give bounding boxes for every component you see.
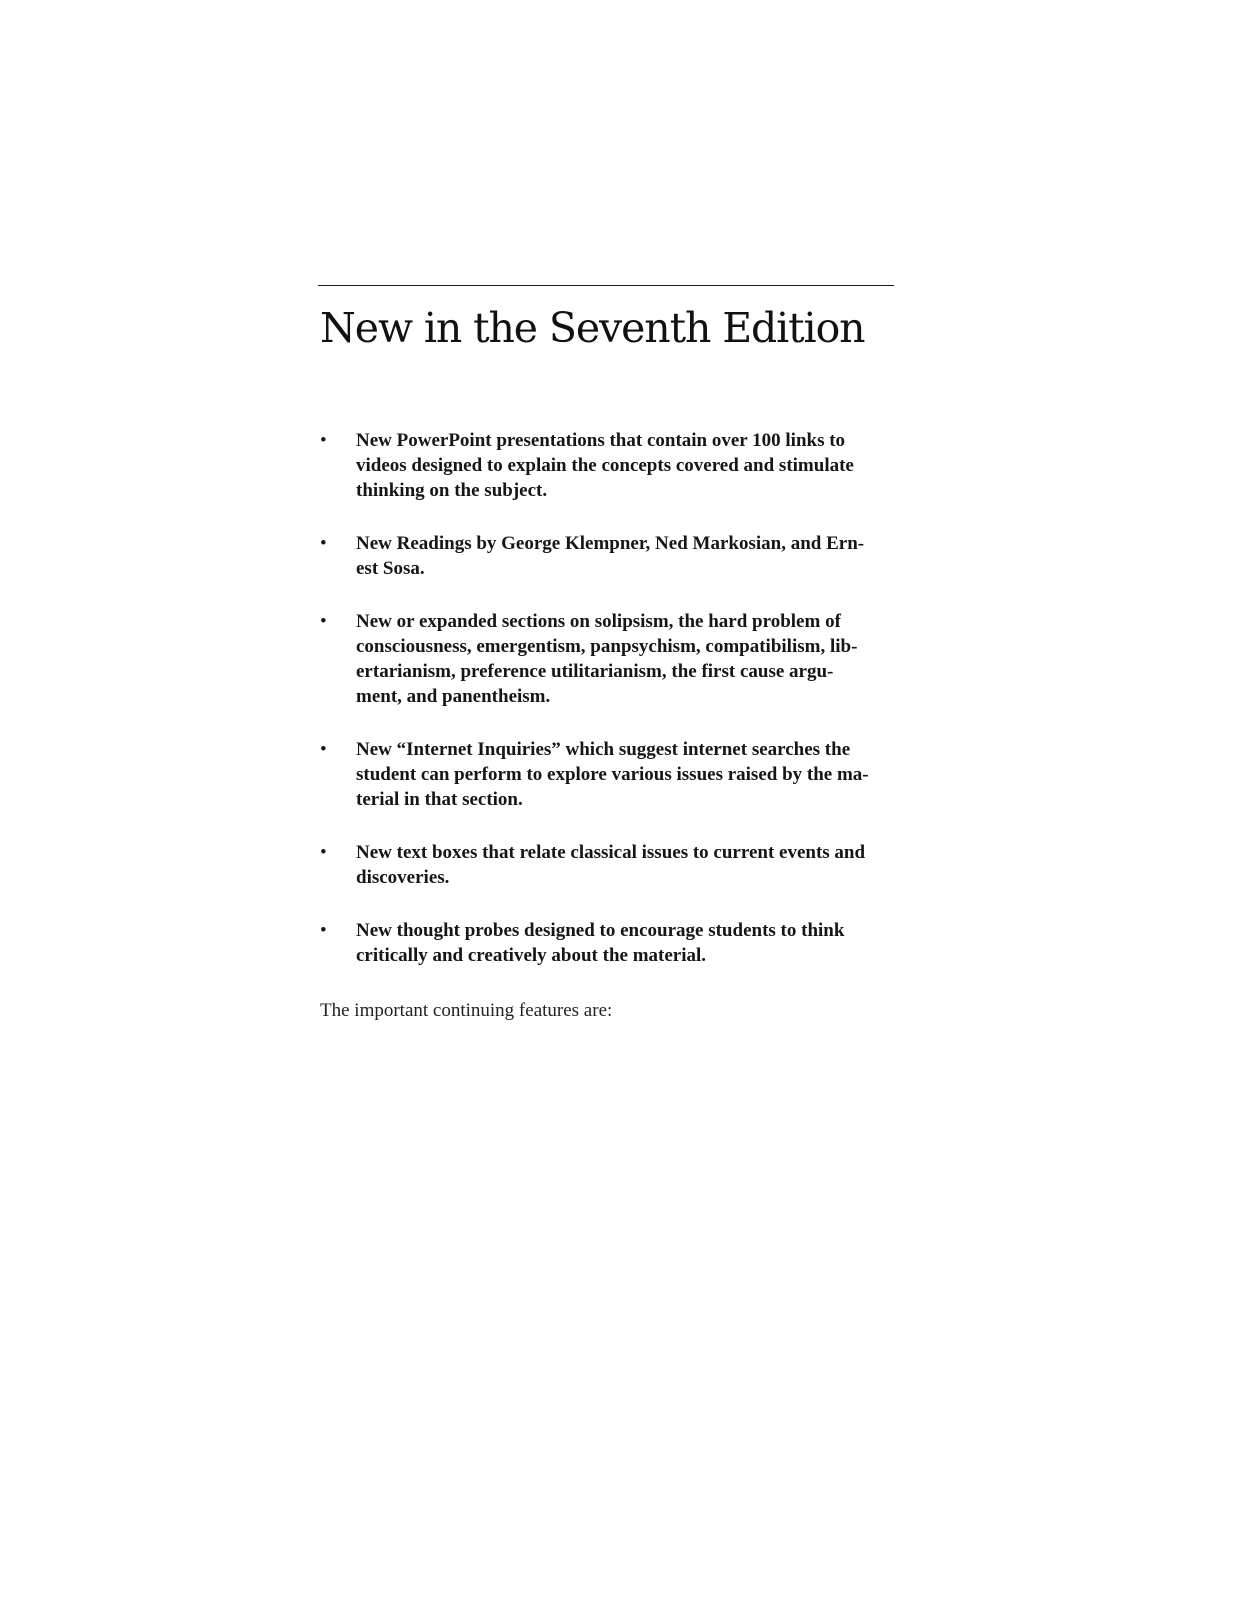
list-item <box>320 428 900 503</box>
list-item-line: discoveries. <box>356 867 450 888</box>
closing-sentence: The important continuing features are: <box>320 1000 613 1021</box>
list-item-line: ertarianism, preference utilitarianism, the first cause argu- <box>356 661 834 682</box>
list-item-line: thinking on the subject. <box>356 480 548 501</box>
bullet-icon: • <box>320 611 327 632</box>
list-item-line: New “Internet Inquiries” which suggest internet searches the <box>356 739 851 760</box>
list-item <box>320 531 900 581</box>
list-item <box>320 840 900 890</box>
list-item-line: videos designed to explain the concepts covered and stimulate <box>356 455 854 476</box>
list-item-line: student can perform to explore various issues raised by the ma- <box>356 764 869 785</box>
list-item <box>320 737 900 812</box>
list-item-line: New text boxes that relate classical issues to current events and <box>356 842 866 863</box>
new-features-list <box>320 428 900 996</box>
bullet-icon: • <box>320 842 327 863</box>
list-item-line: terial in that section. <box>356 789 523 810</box>
bullet-icon: • <box>320 533 327 554</box>
list-item-line: consciousness, emergentism, panpsychism, compatibilism, lib- <box>356 636 858 657</box>
bullet-icon: • <box>320 739 327 760</box>
list-item-line: critically and creatively about the material. <box>356 945 707 966</box>
bullet-icon: • <box>320 920 327 941</box>
top-rule <box>318 285 894 286</box>
list-item-line: New thought probes designed to encourage students to think <box>356 920 845 941</box>
list-item-line: New PowerPoint presentations that contain over 100 links to <box>356 430 846 451</box>
page-title: New in the Seventh Edition <box>320 304 865 352</box>
bullet-icon: • <box>320 430 327 451</box>
list-item-line: New Readings by George Klempner, Ned Markosian, and Ern- <box>356 533 865 554</box>
list-item <box>320 609 900 709</box>
list-item <box>320 918 900 968</box>
list-item-line: ment, and panentheism. <box>356 686 551 707</box>
list-item-line: est Sosa. <box>356 558 425 579</box>
list-item-line: New or expanded sections on solipsism, the hard problem of <box>356 611 841 632</box>
